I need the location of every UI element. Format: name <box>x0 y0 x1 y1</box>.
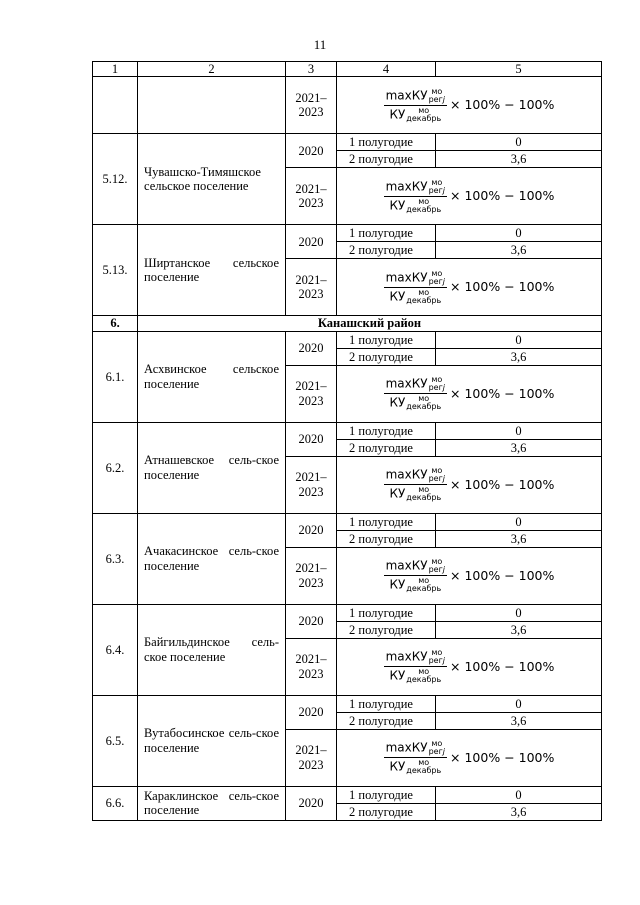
formula-den-main: КУ <box>389 759 406 774</box>
tariff-table <box>92 61 602 821</box>
table-row <box>93 134 602 151</box>
formula-den-indices <box>406 289 441 305</box>
years-cell: 2021– 2023 <box>286 729 337 786</box>
formula-den-sub: декабрь <box>406 584 442 594</box>
formula-tail: × 100% − 100% <box>450 385 555 401</box>
empty-name-cell <box>138 77 286 134</box>
formula-num-sub <box>429 566 445 574</box>
formula-fraction <box>384 376 447 411</box>
years-cell: 2021– 2023 <box>286 638 337 695</box>
formula-den-indices <box>406 395 441 411</box>
formula-num-sub-main: рег <box>428 383 443 393</box>
empty-num-cell <box>93 77 138 134</box>
formula-num-sup: мо <box>431 86 443 96</box>
formula-cell <box>337 365 602 422</box>
half-year-value: 3,6 <box>436 348 602 365</box>
table-row <box>93 695 602 712</box>
half-year-label: 1 полугодие <box>337 422 436 439</box>
settlement-name: Ачакасинское сель-ское поселение <box>138 513 286 604</box>
formula-num-indices <box>429 649 445 665</box>
half-year-value: 0 <box>436 134 602 151</box>
half-year-value: 3,6 <box>436 530 602 547</box>
formula-num-main: maxКУ <box>385 467 428 482</box>
formula-num-main: maxКУ <box>385 649 428 664</box>
continuation-row <box>93 77 602 134</box>
half-year-label: 1 полугодие <box>337 695 436 712</box>
formula-den-sub: декабрь <box>406 766 442 776</box>
half-year-value: 3,6 <box>436 621 602 638</box>
settlement-name: Вутабосинское сель-ское поселение <box>138 695 286 786</box>
formula-den-sup: мо <box>418 758 430 768</box>
half-year-value: 3,6 <box>436 439 602 456</box>
formula-num-sub <box>429 187 445 195</box>
formula-numerator <box>384 270 447 288</box>
settlement-name: Асхвинское сельское поселение <box>138 331 286 422</box>
formula-den-sub: декабрь <box>406 295 442 305</box>
half-year-label: 2 полугодие <box>337 803 436 820</box>
formula-den-main: КУ <box>389 198 406 213</box>
formula-fraction <box>384 467 447 502</box>
formula-num-sub <box>429 657 445 665</box>
formula-denominator <box>387 197 443 214</box>
half-year-value: 3,6 <box>436 803 602 820</box>
formula-num-main: maxКУ <box>385 740 428 755</box>
settlement-name: Чувашско-Тимяшское сельское поселение <box>138 134 286 225</box>
formula-num-sub <box>429 384 445 392</box>
row-number: 6.2. <box>93 422 138 513</box>
formula-den-indices <box>406 198 441 214</box>
formula-tail: × 100% − 100% <box>450 97 555 113</box>
section-number: 6. <box>93 316 138 331</box>
formula-den-sup: мо <box>418 196 430 206</box>
half-year-label: 1 полугодие <box>337 134 436 151</box>
formula-num-main: maxКУ <box>385 179 428 194</box>
page-number: 11 <box>313 37 327 52</box>
formula-num-indices <box>429 376 445 392</box>
formula-num-sub-main: рег <box>428 747 443 757</box>
table-row <box>93 513 602 530</box>
half-year-label: 1 полугодие <box>337 225 436 242</box>
formula-num-indices <box>429 270 445 286</box>
formula-den-indices <box>406 107 441 123</box>
formula-den-indices <box>406 668 441 684</box>
years-cell: 2020 <box>286 786 337 820</box>
header-row <box>93 62 602 77</box>
table-row <box>93 786 602 803</box>
half-year-label: 2 полугодие <box>337 348 436 365</box>
half-year-value: 0 <box>436 786 602 803</box>
half-year-label: 2 полугодие <box>337 530 436 547</box>
formula-num-sub-main: рег <box>428 94 443 104</box>
formula-num-sub <box>429 96 445 104</box>
formula-tail: × 100% − 100% <box>450 188 555 204</box>
formula-num-sup: мо <box>431 557 443 567</box>
formula-den-sup: мо <box>418 287 430 297</box>
formula-num-sup: мо <box>431 375 443 385</box>
years-cell: 2020 <box>286 513 337 547</box>
formula-num-sub-main: рег <box>428 474 443 484</box>
table-row <box>93 225 602 242</box>
half-year-value: 0 <box>436 513 602 530</box>
formula-cell <box>337 168 602 225</box>
formula-num-sub <box>429 278 445 286</box>
table-body <box>93 62 602 821</box>
formula-num-main: maxКУ <box>385 376 428 391</box>
formula-denominator <box>387 667 443 684</box>
formula-numerator <box>384 179 447 197</box>
half-year-value: 0 <box>436 695 602 712</box>
years-cell: 2021– 2023 <box>286 456 337 513</box>
half-year-value: 3,6 <box>436 151 602 168</box>
row-number: 5.13. <box>93 225 138 316</box>
header-cell: 5 <box>436 62 602 77</box>
formula-num-indices <box>429 179 445 195</box>
settlement-name: Караклинское сель-ское поселение <box>138 786 286 820</box>
formula-num-main: maxКУ <box>385 88 428 103</box>
formula-denominator <box>387 288 443 305</box>
formula-numerator <box>384 88 447 106</box>
formula-denominator <box>387 394 443 411</box>
years-cell: 2021– 2023 <box>286 547 337 604</box>
half-year-value: 0 <box>436 422 602 439</box>
table-row <box>93 422 602 439</box>
row-number: 6.3. <box>93 513 138 604</box>
formula-num-sub-index: j <box>442 383 446 393</box>
formula-cell <box>337 638 602 695</box>
formula-fraction <box>384 740 447 775</box>
table-row <box>93 604 602 621</box>
formula-num-sup: мо <box>431 739 443 749</box>
formula-fraction <box>384 179 447 214</box>
formula-den-sup: мо <box>418 394 430 404</box>
formula-den-indices <box>406 759 441 775</box>
row-number: 6.1. <box>93 331 138 422</box>
years-cell: 2021– 2023 <box>286 365 337 422</box>
section-row <box>93 316 602 331</box>
half-year-label: 2 полугодие <box>337 242 436 259</box>
formula-numerator <box>384 558 447 576</box>
formula-num-sub-main: рег <box>428 656 443 666</box>
formula-num-main: maxКУ <box>385 558 428 573</box>
formula-den-sup: мо <box>418 105 430 115</box>
formula-fraction <box>384 88 447 123</box>
formula-den-sub: декабрь <box>406 402 442 412</box>
formula-num-sub-index: j <box>442 747 446 757</box>
formula-num-main: maxКУ <box>385 270 428 285</box>
formula-den-indices <box>406 577 441 593</box>
formula-fraction <box>384 270 447 305</box>
formula-den-sub: декабрь <box>406 675 442 685</box>
header-cell: 4 <box>337 62 436 77</box>
formula-cell <box>337 259 602 316</box>
formula-num-indices <box>429 88 445 104</box>
formula-denominator <box>387 758 443 775</box>
half-year-label: 1 полугодие <box>337 604 436 621</box>
formula-numerator <box>384 649 447 667</box>
formula-num-indices <box>429 558 445 574</box>
half-year-value: 0 <box>436 331 602 348</box>
formula-numerator <box>384 467 447 485</box>
formula-num-sub-index: j <box>442 656 446 666</box>
formula-cell <box>337 547 602 604</box>
formula-fraction <box>384 649 447 684</box>
years-cell: 2020 <box>286 422 337 456</box>
formula-denominator <box>387 576 443 593</box>
formula-num-sup: мо <box>431 177 443 187</box>
header-cell: 2 <box>138 62 286 77</box>
table-row <box>93 331 602 348</box>
formula-cell <box>337 729 602 786</box>
formula-num-sub-main: рег <box>428 565 443 575</box>
formula-den-main: КУ <box>389 486 406 501</box>
formula-cell <box>337 77 602 134</box>
formula-num-sub-index: j <box>442 185 446 195</box>
half-year-label: 1 полугодие <box>337 786 436 803</box>
formula-den-main: КУ <box>389 395 406 410</box>
settlement-name: Ширтанское сельское поселение <box>138 225 286 316</box>
formula-num-sup: мо <box>431 268 443 278</box>
half-year-label: 1 полугодие <box>337 331 436 348</box>
header-cell: 1 <box>93 62 138 77</box>
formula-fraction <box>384 558 447 593</box>
formula-den-sup: мо <box>418 485 430 495</box>
settlement-name: Байгильдинское сель-ское поселение <box>138 604 286 695</box>
half-year-value: 3,6 <box>436 242 602 259</box>
formula-num-indices <box>429 467 445 483</box>
formula-den-indices <box>406 486 441 502</box>
row-number: 5.12. <box>93 134 138 225</box>
formula-tail: × 100% − 100% <box>450 749 555 765</box>
settlement-name: Атнашевское сель-ское поселение <box>138 422 286 513</box>
formula-num-indices <box>429 740 445 756</box>
formula-num-sub <box>429 748 445 756</box>
section-title: Канашский район <box>138 316 602 331</box>
formula-numerator <box>384 376 447 394</box>
formula-num-sub-index: j <box>442 94 446 104</box>
formula-numerator <box>384 740 447 758</box>
formula-den-sub: декабрь <box>406 493 442 503</box>
half-year-value: 0 <box>436 604 602 621</box>
formula-num-sub-index: j <box>442 565 446 575</box>
formula-num-sup: мо <box>431 466 443 476</box>
years-cell: 2020 <box>286 695 337 729</box>
years-cell: 2020 <box>286 225 337 259</box>
formula-cell <box>337 456 602 513</box>
half-year-label: 2 полугодие <box>337 712 436 729</box>
half-year-label: 2 полугодие <box>337 439 436 456</box>
years-cell: 2021– 2023 <box>286 77 337 134</box>
half-year-label: 2 полугодие <box>337 151 436 168</box>
formula-tail: × 100% − 100% <box>450 476 555 492</box>
formula-tail: × 100% − 100% <box>450 279 555 295</box>
formula-denominator <box>387 485 443 502</box>
header-cell: 3 <box>286 62 337 77</box>
formula-num-sub-main: рег <box>428 276 443 286</box>
formula-den-sub: декабрь <box>406 113 442 123</box>
formula-num-sub-index: j <box>442 474 446 484</box>
years-cell: 2020 <box>286 331 337 365</box>
half-year-value: 0 <box>436 225 602 242</box>
formula-num-sub <box>429 475 445 483</box>
row-number: 6.4. <box>93 604 138 695</box>
formula-den-main: КУ <box>389 289 406 304</box>
formula-num-sup: мо <box>431 648 443 658</box>
row-number: 6.6. <box>93 786 138 820</box>
years-cell: 2021– 2023 <box>286 259 337 316</box>
formula-tail: × 100% − 100% <box>450 567 555 583</box>
formula-den-sub: декабрь <box>406 204 442 214</box>
years-cell: 2020 <box>286 604 337 638</box>
formula-tail: × 100% − 100% <box>450 658 555 674</box>
years-cell: 2020 <box>286 134 337 168</box>
formula-num-sub-index: j <box>442 276 446 286</box>
years-cell: 2021– 2023 <box>286 168 337 225</box>
formula-num-sub-main: рег <box>428 185 443 195</box>
half-year-label: 1 полугодие <box>337 513 436 530</box>
formula-den-sup: мо <box>418 667 430 677</box>
half-year-value: 3,6 <box>436 712 602 729</box>
row-number: 6.5. <box>93 695 138 786</box>
half-year-label: 2 полугодие <box>337 621 436 638</box>
formula-den-sup: мо <box>418 576 430 586</box>
formula-den-main: КУ <box>389 577 406 592</box>
formula-denominator <box>387 106 443 123</box>
formula-den-main: КУ <box>389 107 406 122</box>
formula-den-main: КУ <box>389 668 406 683</box>
